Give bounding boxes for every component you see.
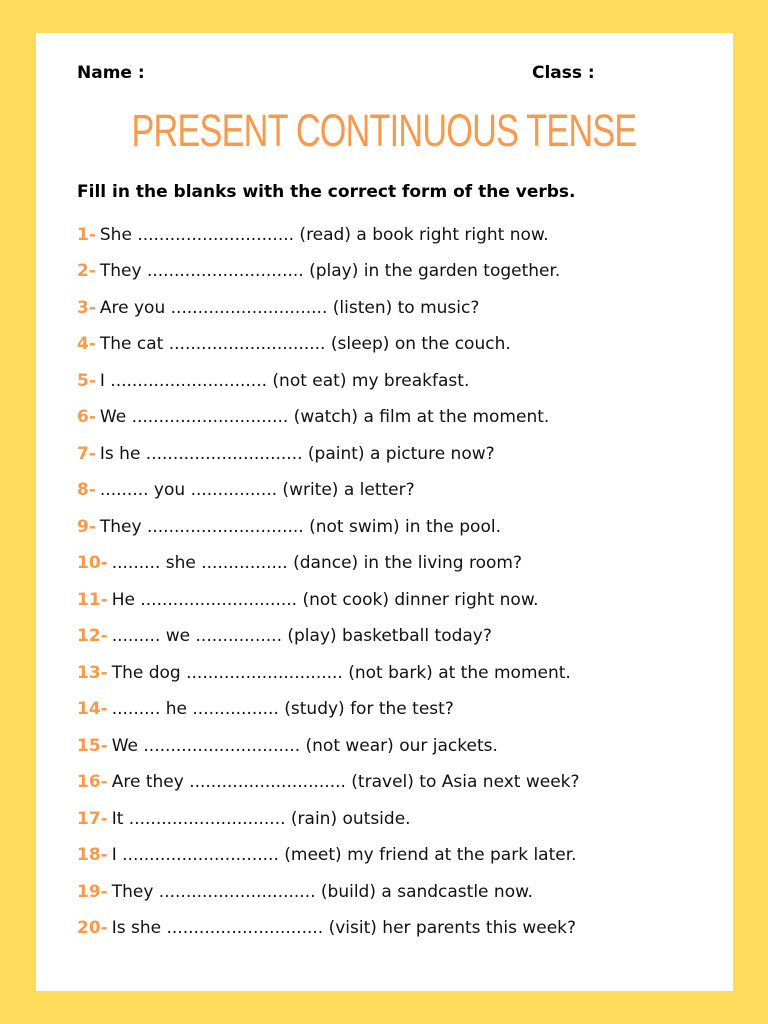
question-number: 13- [77, 663, 108, 683]
question-number: 14- [77, 699, 108, 719]
question-text: We ............................. (watch) a film at the moment. [99, 407, 550, 427]
name-label: Name : [77, 63, 145, 83]
question-item [77, 916, 576, 940]
question-item [77, 734, 498, 758]
question-item [77, 661, 571, 685]
question-number: 19- [77, 882, 108, 902]
question-item [77, 296, 479, 320]
question-item [77, 807, 411, 831]
question-item [77, 770, 580, 794]
question-item [77, 551, 522, 575]
question-item [77, 369, 469, 393]
question-number: 18- [77, 845, 108, 865]
question-item [77, 332, 511, 356]
question-item [77, 478, 415, 502]
question-text: ......... he ................ (study) for the test? [111, 699, 454, 719]
question-text: ......... she ................ (dance) in the living room? [111, 553, 522, 573]
question-text: Are they ............................. (travel) to Asia next week? [111, 772, 580, 792]
question-number: 11- [77, 590, 108, 610]
question-text: ......... you ................ (write) a letter? [99, 480, 415, 500]
question-item [77, 697, 454, 721]
question-number: 9- [77, 517, 96, 537]
question-item [77, 223, 549, 247]
class-label: Class : [532, 63, 595, 83]
question-text: I ............................. (meet) my friend at the park later. [111, 845, 577, 865]
question-text: He ............................. (not cook) dinner right now. [111, 590, 539, 610]
question-text: I ............................. (not eat) my breakfast. [99, 371, 470, 391]
question-text: We ............................. (not wear) our jackets. [111, 736, 498, 756]
question-number: 20- [77, 918, 108, 938]
question-text: They ............................. (play) in the garden together. [99, 261, 561, 281]
question-text: Is he ............................. (paint) a picture now? [99, 444, 495, 464]
question-text: They ............................. (build) a sandcastle now. [111, 882, 533, 902]
question-number: 8- [77, 480, 96, 500]
question-number: 1- [77, 225, 96, 245]
question-number: 17- [77, 809, 108, 829]
worksheet-title: PRESENT CONTINUOUS TENSE [131, 105, 637, 156]
question-text: The dog ............................. (not bark) at the moment. [111, 663, 571, 683]
question-text: She ............................. (read) a book right right now. [99, 225, 549, 245]
question-number: 15- [77, 736, 108, 756]
question-number: 12- [77, 626, 108, 646]
question-item [77, 442, 495, 466]
question-number: 3- [77, 298, 96, 318]
question-number: 6- [77, 407, 96, 427]
question-number: 10- [77, 553, 108, 573]
question-item [77, 843, 577, 867]
question-item [77, 624, 492, 648]
question-text: ......... we ................ (play) basketball today? [111, 626, 492, 646]
question-text: It ............................. (rain) outside. [111, 809, 411, 829]
question-number: 16- [77, 772, 108, 792]
question-number: 4- [77, 334, 96, 354]
question-item [77, 259, 560, 283]
question-item [77, 588, 539, 612]
question-text: The cat ............................. (sleep) on the couch. [99, 334, 511, 354]
question-item [77, 880, 533, 904]
instructions: Fill in the blanks with the correct form of the verbs. [77, 182, 576, 202]
question-text: Are you ............................. (listen) to music? [99, 298, 480, 318]
question-text: Is she ............................. (visit) her parents this week? [111, 918, 577, 938]
question-number: 5- [77, 371, 96, 391]
question-item [77, 515, 501, 539]
question-number: 2- [77, 261, 96, 281]
question-item [77, 405, 549, 429]
question-number: 7- [77, 444, 96, 464]
question-text: They ............................. (not swim) in the pool. [99, 517, 501, 537]
